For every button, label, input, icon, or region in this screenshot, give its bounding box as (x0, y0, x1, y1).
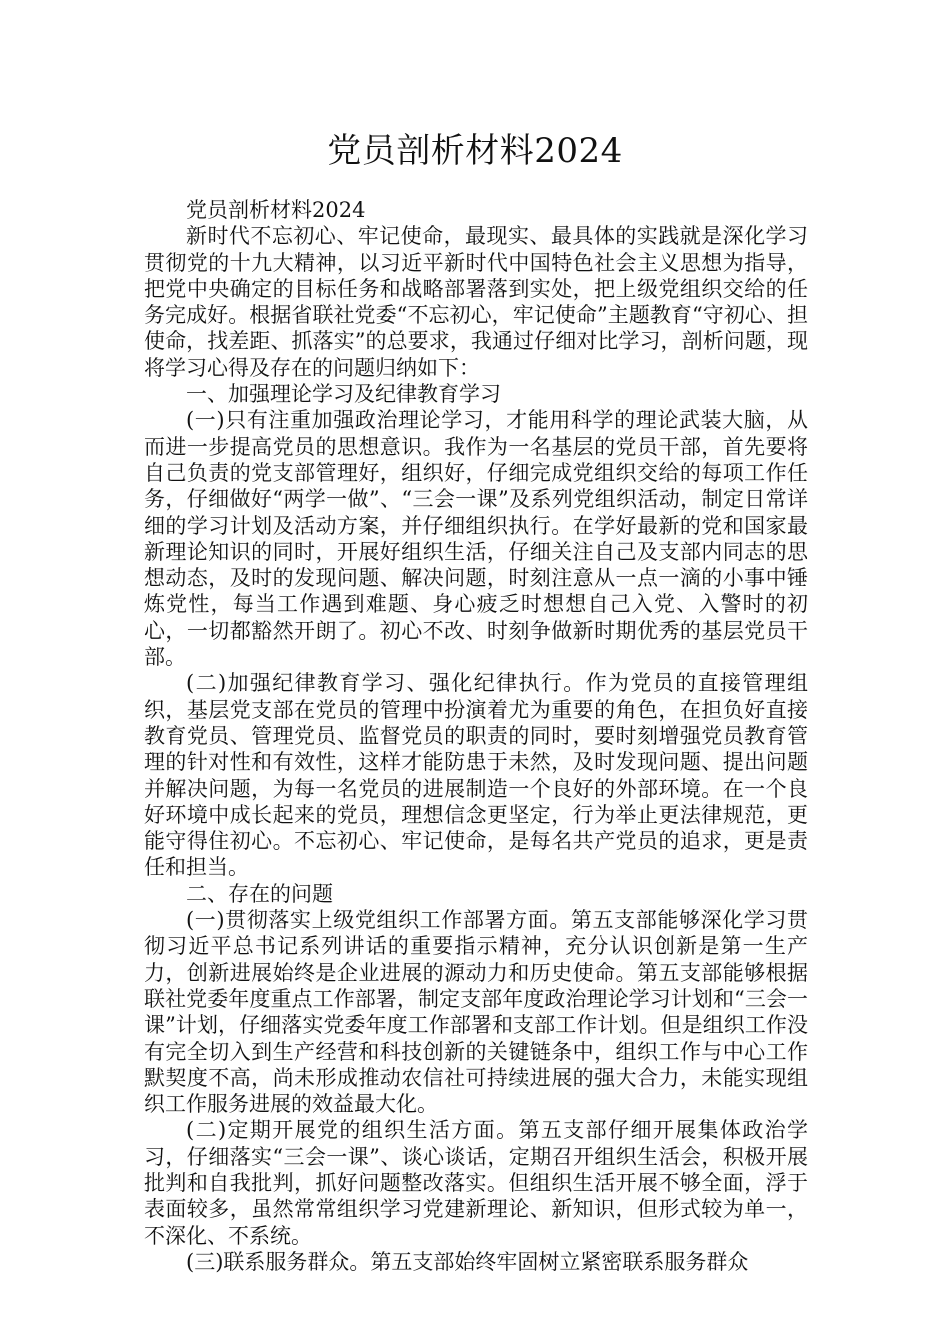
paragraph-2-2: (二)定期开展党的组织生活方面。第五支部仔细开展集体政治学习，仔细落实“三会一课”、谈心谈话，定期召开组织生活会，积极开展批判和自我批判，抓好问题整改落实。但组织生活开展不够全面，浮于表面较多，虽然常常组织学习党建新理论、新知识，但形式较为单一，不深化、不系统。 (144, 1118, 808, 1248)
paragraph-2-3: (三)联系服务群众。第五支部始终牢固树立紧密联系服务群众 (186, 1249, 749, 1274)
document-body (144, 197, 808, 1275)
paragraph-1-1: (一)只有注重加强政治理论学习，才能用科学的理论武装大脑，从而进一步提高党员的思想意识。我作为一名基层的党员干部，首先要将自己负责的党支部管理好，组织好，仔细完成党组织交给的每项工作任务，仔细做好“两学一做”、“三会一课”及系列党组织活动，制定日常详细的学习计划及活动方案，并仔细组织执行。在学好最新的党和国家最新理论知识的同时，开展好组织生活，仔细关注自己及支部内同志的思想动态，及时的发现问题、解决问题，时刻注意从一点一滴的小事中锤炼党性，每当工作遇到难题、身心疲乏时想想自己入党、入警时的初心，一切都豁然开朗了。初心不改、时刻争做新时期优秀的基层党员干部。 (144, 408, 808, 670)
paragraph-2-1: (一)贯彻落实上级党组织工作部署方面。第五支部能够深化学习贯彻习近平总书记系列讲话的重要指示精神，充分认识创新是第一生产力，创新进展始终是企业进展的源动力和历史使命。第五支部能够根据联社党委年度重点工作部署，制定支部年度政治理论学习计划和“三会一课”计划，仔细落实党委年度工作部署和支部工作计划。但是组织工作没有完全切入到生产经营和科技创新的关键链条中，组织工作与中心工作默契度不高，尚未形成推动农信社可持续进展的强大合力，未能实现组织工作服务进展的效益最大化。 (144, 908, 808, 1117)
paragraph-1-2: (二)加强纪律教育学习、强化纪律执行。作为党员的直接管理组织，基层党支部在党员的管理中扮演着尤为重要的角色，在担负好直接教育党员、管理党员、监督党员的职责的同时，要时刻增强党员教育管理的针对性和有效性，这样才能防患于未然，及时发现问题、提出问题并解决问题，为每一名党员的进展制造一个良好的外部环境。在一个良好环境中成长起来的党员，理想信念更坚定，行为举止更法律规范，更能守得住初心。不忘初心、牢记使命，是每名共产党员的追求，更是责任和担当。 (144, 671, 808, 880)
intro-paragraph: 新时代不忘初心、牢记使命，最现实、最具体的实践就是深化学习贯彻党的十九大精神，以习近平新时代中国特色社会主义思想为指导，把党中央确定的目标任务和战略部署落到实处，把上级党组织交给的任务完成好。根据省联社党委“不忘初心，牢记使命”主题教育“守初心、担使命，找差距、抓落实”的总要求，我通过仔细对比学习，剖析问题，现将学习心得及存在的问题归纳如下： (144, 224, 808, 380)
section-heading-2: 二、存在的问题 (186, 881, 333, 906)
section-heading-1: 一、加强理论学习及纪律教育学习 (186, 382, 501, 407)
subtitle-paragraph: 党员剖析材料2024 (186, 198, 366, 222)
document-title: 党员剖析材料2024 (327, 131, 623, 171)
